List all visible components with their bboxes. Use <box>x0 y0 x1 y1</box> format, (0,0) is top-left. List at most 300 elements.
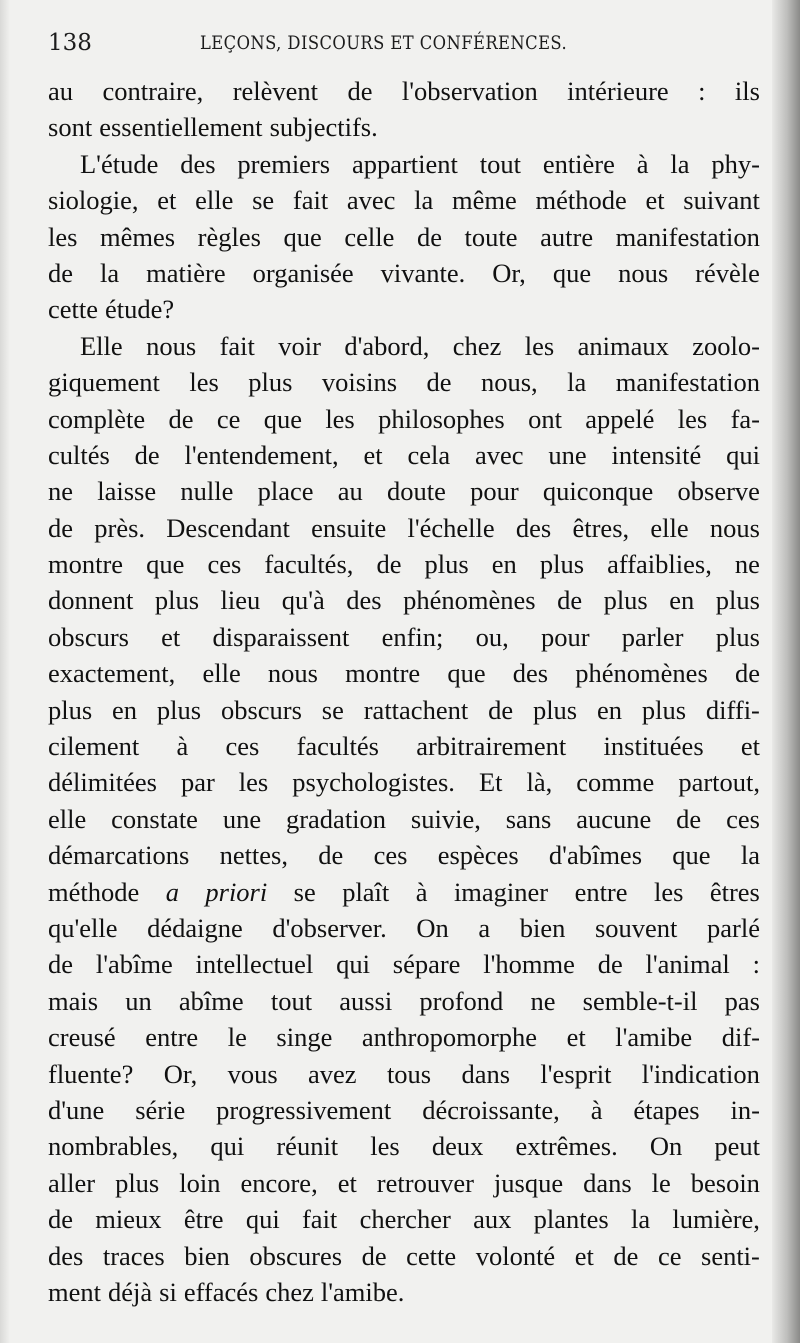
word: plus <box>532 694 578 725</box>
word: l'animal <box>645 949 730 980</box>
word: : <box>752 949 760 980</box>
word: l'observation <box>401 76 538 106</box>
word: tout <box>479 148 521 179</box>
word: appartient <box>351 148 458 179</box>
word: à <box>590 1094 603 1125</box>
word: nettes, <box>219 840 288 871</box>
word: sont <box>48 112 93 143</box>
word: sans <box>505 803 552 834</box>
word: de <box>168 403 194 434</box>
word: en <box>669 585 695 616</box>
word: suivie, <box>410 803 481 834</box>
text-line <box>48 874 760 910</box>
text-line <box>48 728 760 764</box>
word: loin <box>179 1167 221 1198</box>
word: volonté <box>475 1240 556 1271</box>
word: la <box>630 1204 651 1235</box>
word: elle <box>195 185 234 216</box>
word: chercher <box>359 1204 451 1235</box>
word: à <box>636 148 649 179</box>
word: laisse <box>97 476 157 507</box>
word: profond <box>419 985 504 1016</box>
word: l'échelle <box>407 512 495 543</box>
word: place <box>257 476 314 507</box>
word: diffi- <box>705 694 760 725</box>
text-line <box>48 1092 760 1128</box>
word: le <box>227 1022 247 1053</box>
word: aller <box>48 1167 96 1198</box>
text-line <box>48 692 760 728</box>
word: obscurs <box>220 694 302 725</box>
word: les <box>325 403 355 434</box>
word: montre <box>345 658 421 689</box>
word: se <box>252 185 275 216</box>
word: elle <box>48 803 87 834</box>
word: ces <box>726 803 760 834</box>
word: mieux <box>95 1204 162 1235</box>
running-head-title: LEÇONS, DISCOURS ET CONFÉRENCES. <box>200 32 568 54</box>
word: psychologistes. <box>292 767 455 798</box>
word: ce <box>216 403 241 434</box>
word: êtres, <box>572 512 630 543</box>
word: aucune <box>576 803 652 834</box>
word: progressivement <box>216 1094 392 1125</box>
word: creusé <box>48 1022 116 1053</box>
text-line <box>48 1019 760 1055</box>
text-line <box>48 473 760 509</box>
word: et <box>337 1167 357 1198</box>
word: a <box>478 912 491 943</box>
word: manifestation <box>615 221 760 252</box>
word: les <box>653 876 684 907</box>
word: qui <box>726 439 760 470</box>
word: d'abîmes <box>548 840 643 871</box>
word: des <box>512 658 549 689</box>
word: qui <box>210 1131 245 1162</box>
word: et <box>157 185 177 216</box>
word: vous <box>227 1058 278 1089</box>
word: Et <box>478 767 503 798</box>
word: manifestation <box>615 367 760 398</box>
word: souvent <box>594 912 678 943</box>
word: déjà <box>108 1276 153 1307</box>
word: autre <box>540 221 594 252</box>
word: instituées <box>603 731 704 762</box>
word: une <box>222 803 262 834</box>
word: complète <box>48 403 146 434</box>
word: voisins <box>321 367 398 398</box>
word: appelé <box>585 403 655 434</box>
text-line <box>48 146 760 182</box>
word: facultés, <box>264 549 354 580</box>
word: nous <box>618 257 669 288</box>
word: qui <box>336 949 370 980</box>
word: plus <box>424 549 469 580</box>
word: des <box>180 148 216 179</box>
word: L'étude <box>80 148 159 179</box>
word: de <box>734 658 760 689</box>
word: méthode <box>535 185 627 216</box>
word: dédaigne <box>147 912 243 943</box>
word: délimitées <box>48 767 157 798</box>
text-line <box>48 437 760 473</box>
text-line <box>48 837 760 873</box>
word: senti- <box>701 1240 760 1271</box>
word: pas <box>724 985 760 1016</box>
word: des <box>346 585 382 616</box>
word: obscurs <box>48 621 129 652</box>
word: ne <box>530 985 556 1016</box>
word: aussi <box>339 985 393 1016</box>
word: bien <box>519 912 566 943</box>
word: qu'à <box>281 585 325 616</box>
word: la <box>670 148 690 179</box>
word: Or, <box>492 257 526 288</box>
word: disparaissent <box>212 621 350 652</box>
word: entière <box>542 148 615 179</box>
word: l'amibe. <box>320 1276 405 1307</box>
word: de <box>48 512 74 543</box>
word: avec <box>346 185 396 216</box>
word: plantes <box>533 1204 609 1235</box>
word: de <box>426 367 452 398</box>
word: se <box>321 694 344 725</box>
word: enfin; <box>381 621 444 652</box>
word: de <box>48 257 74 288</box>
word: la <box>567 367 587 398</box>
word: et <box>574 1240 594 1271</box>
word: de <box>416 221 442 252</box>
word: que <box>263 403 302 434</box>
word: Or, <box>163 1058 198 1089</box>
text-line <box>48 1274 760 1310</box>
word: fait <box>301 1204 338 1235</box>
word: ces <box>207 549 242 580</box>
word: étude? <box>105 294 175 325</box>
text-line <box>48 801 760 837</box>
word: d'une <box>48 1094 105 1125</box>
word: que <box>283 221 322 252</box>
word: plus <box>154 585 200 616</box>
word: phénomènes <box>403 585 536 616</box>
word: à <box>176 731 189 762</box>
word: les <box>524 330 555 361</box>
word: contraire, <box>102 76 204 106</box>
word: suivant <box>683 185 760 216</box>
word: priori <box>205 876 268 907</box>
word: semble-t-il <box>582 985 698 1016</box>
word: des <box>515 512 552 543</box>
word: phy- <box>711 148 760 179</box>
word: deux <box>431 1131 484 1162</box>
word: que <box>552 257 592 288</box>
word: jusque <box>493 1167 564 1198</box>
word: un <box>125 985 152 1016</box>
word: ces <box>373 840 408 871</box>
word: bien <box>184 1240 230 1271</box>
word: série <box>135 1094 186 1125</box>
word: comme <box>576 767 655 798</box>
word: être <box>183 1204 224 1235</box>
word: de <box>134 439 160 470</box>
word: lieu <box>220 585 261 616</box>
word: dans <box>461 1058 511 1089</box>
text-line <box>48 255 760 291</box>
word: les <box>48 221 78 252</box>
word: peut <box>714 1131 760 1162</box>
text-line <box>48 328 760 364</box>
word: à <box>415 876 428 907</box>
word: intensité <box>611 439 702 470</box>
word: avez <box>308 1058 357 1089</box>
word: phénomènes <box>575 658 708 689</box>
word: traces <box>102 1240 165 1271</box>
word: quiconque <box>542 476 654 507</box>
word: par <box>180 767 215 798</box>
word: ment <box>48 1276 101 1307</box>
word: plus <box>715 585 760 616</box>
word: ou, <box>475 621 509 652</box>
word: nulle <box>180 476 234 507</box>
word: avec <box>474 439 524 470</box>
word: les <box>189 367 219 398</box>
word: cultés <box>48 439 110 470</box>
word: nous <box>709 512 760 543</box>
word: elle <box>202 658 241 689</box>
word: : <box>698 76 706 106</box>
word: cilement <box>48 731 140 762</box>
word: anthropomorphe <box>361 1022 538 1053</box>
page-left-shadow <box>0 0 10 1343</box>
word: encore, <box>240 1167 318 1198</box>
word: en <box>112 694 138 725</box>
word: in- <box>730 1094 760 1125</box>
word: étapes <box>633 1094 700 1125</box>
word: plus <box>715 621 760 652</box>
word: d'observer. <box>272 912 387 943</box>
word: abîme <box>178 985 244 1016</box>
word: nous <box>267 658 318 689</box>
word: toute <box>464 221 518 252</box>
word: nous <box>146 330 197 361</box>
word: parlé <box>707 912 760 943</box>
word: essentiellement <box>99 112 263 143</box>
word: l'indication <box>641 1058 760 1089</box>
text-line <box>48 510 760 546</box>
word: elle <box>650 512 689 543</box>
text-line <box>48 182 760 218</box>
word: chez <box>265 1276 314 1307</box>
word: fa- <box>730 403 760 434</box>
word: plus <box>156 694 202 725</box>
word: doute <box>386 476 446 507</box>
word: singe <box>276 1022 333 1053</box>
word: vivante. <box>380 257 466 288</box>
word: sépare <box>392 949 461 980</box>
word: révèle <box>695 257 760 288</box>
text-line <box>48 1128 760 1164</box>
word: la <box>100 257 120 288</box>
word: fait <box>292 185 329 216</box>
word: de <box>318 840 344 871</box>
word: observe <box>677 476 760 507</box>
word: l'entendement, <box>184 439 339 470</box>
word: plaît <box>342 876 390 907</box>
word: affaiblies, <box>607 549 712 580</box>
paragraph <box>48 146 760 328</box>
paragraph <box>48 73 760 146</box>
word: de <box>597 949 623 980</box>
word: démarcations <box>48 840 190 871</box>
word: plus <box>115 1167 160 1198</box>
word: de <box>48 949 74 980</box>
text-line <box>48 109 760 145</box>
word: extrêmes. <box>515 1131 618 1162</box>
word: philosophes <box>378 403 505 434</box>
word: et <box>740 731 760 762</box>
word: l'abîme <box>95 949 173 980</box>
word: ils <box>734 76 760 106</box>
word: l'esprit <box>540 1058 612 1089</box>
word: ce <box>657 1240 682 1271</box>
word: près. <box>94 512 146 543</box>
word: montre <box>48 549 124 580</box>
word: matière <box>146 257 226 288</box>
word: de <box>361 1240 387 1271</box>
body-text <box>48 73 760 1310</box>
word: plus <box>603 585 648 616</box>
word: que <box>672 840 711 871</box>
text-line <box>48 1201 760 1237</box>
text-line <box>48 655 760 691</box>
word: de <box>557 585 583 616</box>
word: ne <box>48 476 74 507</box>
word: de <box>347 76 373 106</box>
text-line <box>48 219 760 255</box>
word: ces <box>225 731 260 762</box>
word: facultés <box>296 731 379 762</box>
word: exactement, <box>48 658 176 689</box>
word: en <box>491 549 517 580</box>
word: ne <box>734 549 760 580</box>
word: On <box>416 912 449 943</box>
word: pour <box>470 476 519 507</box>
word: a <box>165 876 179 907</box>
paragraph <box>48 328 760 1311</box>
word: ont <box>528 403 562 434</box>
text-line <box>48 401 760 437</box>
word: partout, <box>678 767 760 798</box>
text-line <box>48 1165 760 1201</box>
word: imaginer <box>453 876 549 907</box>
word: au <box>48 76 74 106</box>
word: l'amibe <box>615 1022 693 1053</box>
text-line <box>48 619 760 655</box>
word: retrouver <box>376 1167 474 1198</box>
word: en <box>596 694 622 725</box>
word: donnent <box>48 585 134 616</box>
word: On <box>649 1131 683 1162</box>
word: siologie, <box>48 185 139 216</box>
word: nous, <box>480 367 538 398</box>
word: l'homme <box>483 949 575 980</box>
word: plus <box>248 367 293 398</box>
word: qu'elle <box>48 912 118 943</box>
word: les <box>677 403 708 434</box>
word: ensuite <box>311 512 387 543</box>
text-line <box>48 1238 760 1274</box>
word: les <box>370 1131 400 1162</box>
word: celle <box>344 221 395 252</box>
word: fluente? <box>48 1058 134 1089</box>
word: dif- <box>721 1022 760 1053</box>
word: que <box>146 549 185 580</box>
word: pour <box>540 621 590 652</box>
word: là, <box>526 767 553 798</box>
text-line <box>48 764 760 800</box>
word: entre <box>574 876 628 907</box>
page-number: 138 <box>48 30 92 56</box>
word: la <box>740 840 760 871</box>
word: que <box>447 658 486 689</box>
word: de <box>676 803 702 834</box>
word: et <box>566 1022 586 1053</box>
word: parler <box>621 621 684 652</box>
word: de <box>48 1204 74 1235</box>
word: tout <box>270 985 313 1016</box>
word: méthode <box>48 876 140 907</box>
word: organisée <box>252 257 354 288</box>
word: se <box>293 876 316 907</box>
word: mêmes <box>100 221 176 252</box>
word: giquement <box>48 367 160 398</box>
word: plus <box>48 694 93 725</box>
text-line <box>48 910 760 946</box>
word: subjectifs. <box>269 112 378 143</box>
word: entre <box>145 1022 199 1053</box>
word: constate <box>111 803 198 834</box>
word: et <box>645 185 665 216</box>
text-line <box>48 546 760 582</box>
word: et <box>363 439 383 470</box>
word: une <box>548 439 587 470</box>
word: plus <box>641 694 687 725</box>
word: mais <box>48 985 99 1016</box>
word: au <box>337 476 363 507</box>
word: des <box>48 1240 84 1271</box>
text-line <box>48 364 760 400</box>
word: règles <box>197 221 261 252</box>
word: arbitrairement <box>416 731 567 762</box>
word: si <box>159 1276 177 1307</box>
word: cette <box>406 1240 457 1271</box>
word: cette <box>48 294 99 325</box>
word: de <box>488 694 514 725</box>
text-line <box>48 1056 760 1092</box>
word: même <box>452 185 517 216</box>
word: gradation <box>285 803 387 834</box>
word: êtres <box>709 876 760 907</box>
word: chez <box>452 330 502 361</box>
word: tous <box>386 1058 432 1089</box>
text-line <box>48 946 760 982</box>
text-line <box>48 983 760 1019</box>
word: animaux <box>577 330 669 361</box>
word: aux <box>473 1204 512 1235</box>
word: relèvent <box>232 76 319 106</box>
word: nombrables, <box>48 1131 179 1162</box>
page-right-shadow <box>772 0 800 1343</box>
